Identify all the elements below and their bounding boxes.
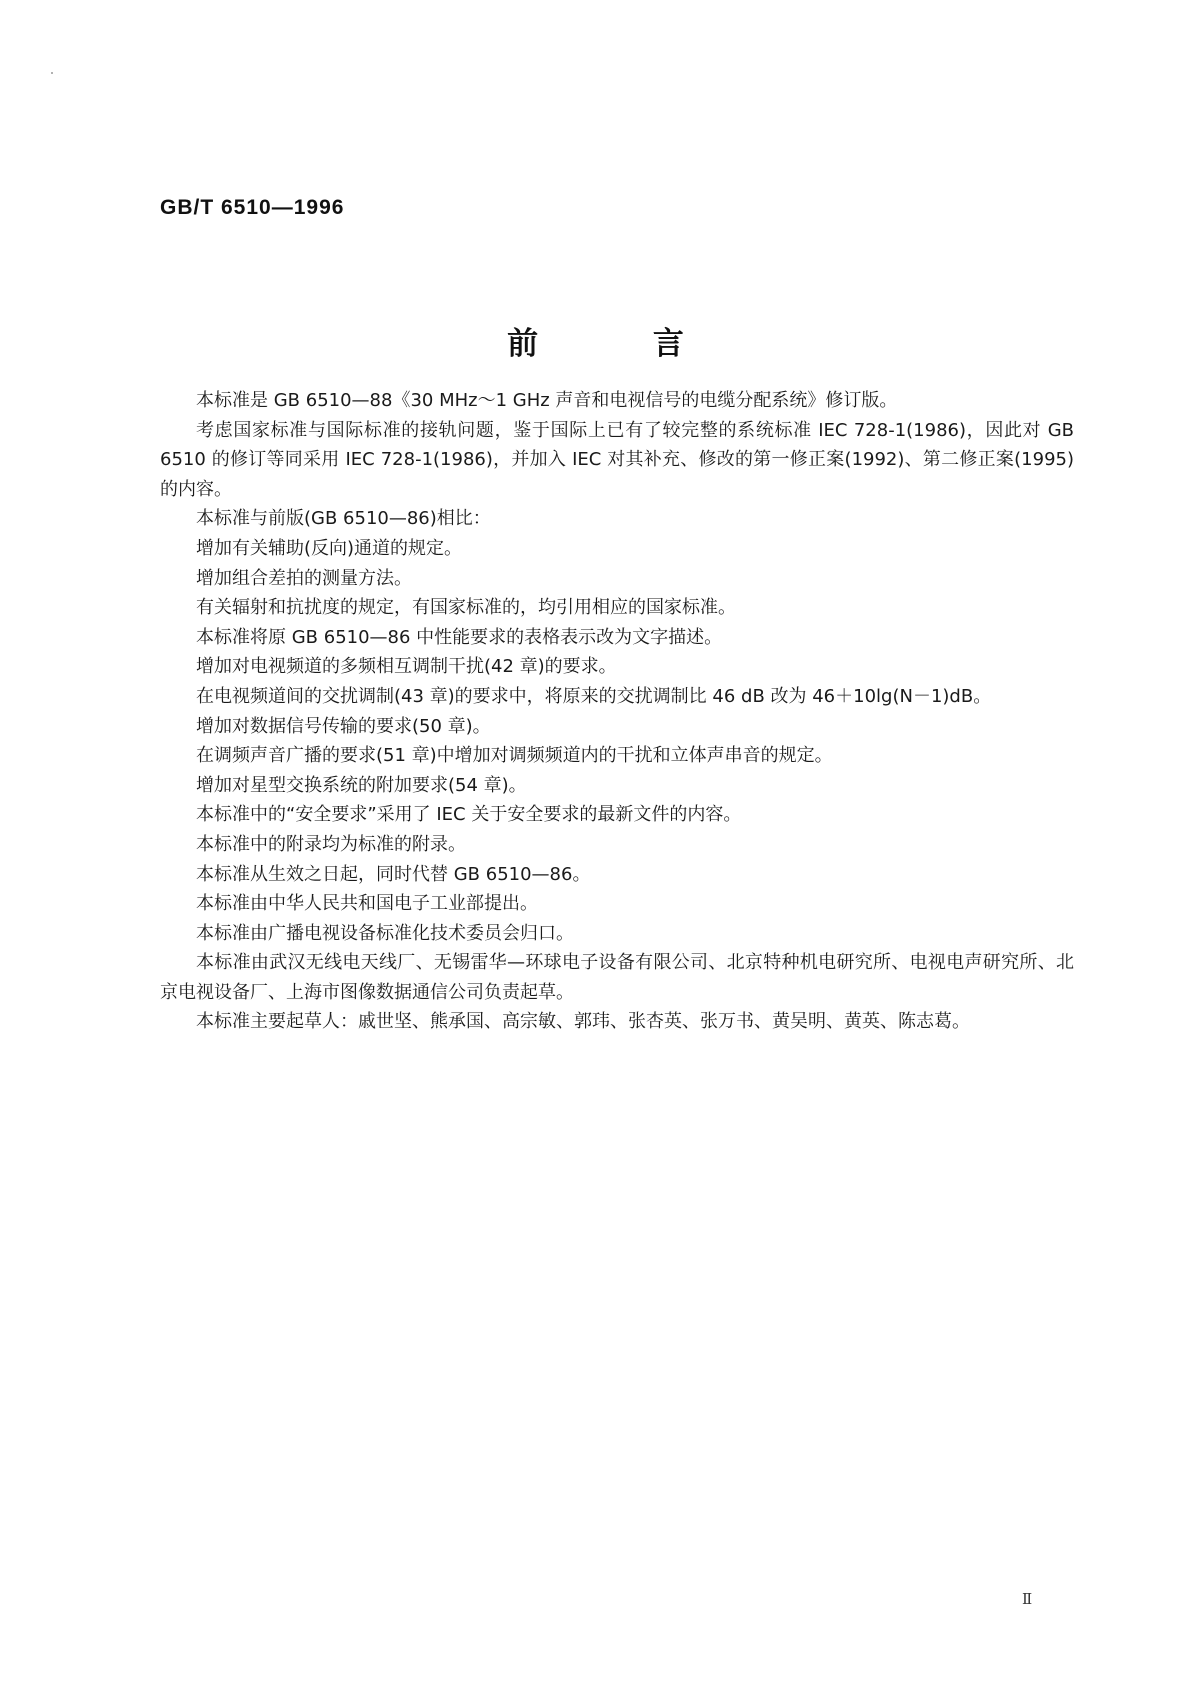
paragraph: 增加有关辅助(反向)通道的规定。 xyxy=(196,537,463,559)
paragraph: 增加对星型交换系统的附加要求(54 章)。 xyxy=(196,774,527,796)
paragraph: 考虑国家标准与国际标准的接轨问题，鉴于国际上已有了较完整的系统标准 IEC 728-1(1986)，因此对 GB 6510 的修订等同采用 IEC 728-1(1986)，并加入 IEC 对其补充、修改的第一修正案(1992)、第二修正案(1995)的内容。 xyxy=(160,419,1074,500)
paragraph: 增加对电视频道的多频相互调制干扰(42 章)的要求。 xyxy=(196,656,617,678)
paragraph: 本标准是 GB 6510—88《30 MHz～1 GHz 声音和电视信号的电缆分配系统》修订版。 xyxy=(196,390,898,411)
paragraph: 本标准由武汉无线电天线厂、无锡雷华—环球电子设备有限公司、北京特种机电研究所、电视电声研究所、北京电视设备厂、上海市图像数据通信公司负责起草。 xyxy=(160,952,1074,1003)
paragraph: 本标准中的附录均为标准的附录。 xyxy=(196,833,466,855)
scan-artifact-dot xyxy=(51,72,53,74)
page-title: 前 言 xyxy=(507,326,736,362)
foreword-body xyxy=(160,386,1074,1037)
paragraph: 增加组合差拍的测量方法。 xyxy=(196,567,412,589)
standard-code: GB/T 6510—1996 xyxy=(160,196,345,219)
paragraph: 本标准由中华人民共和国电子工业部提出。 xyxy=(196,893,538,915)
paragraph: 本标准中的“安全要求”采用了 IEC 关于安全要求的最新文件的内容。 xyxy=(196,804,742,826)
paragraph: 本标准主要起草人：戚世坚、熊承国、高宗敏、郭玮、张杏英、张万书、黄吴明、黄英、陈志葛。 xyxy=(196,1011,970,1033)
paragraph: 本标准从生效之日起，同时代替 GB 6510—86。 xyxy=(196,863,591,885)
paragraph: 本标准由广播电视设备标准化技术委员会归口。 xyxy=(196,922,574,944)
paragraph: 增加对数据信号传输的要求(50 章)。 xyxy=(196,715,491,737)
paragraph: 有关辐射和抗扰度的规定，有国家标准的，均引用相应的国家标准。 xyxy=(196,597,736,619)
page-number: Ⅱ xyxy=(1022,1592,1033,1608)
paragraph: 在调频声音广播的要求(51 章)中增加对调频频道内的干扰和立体声串音的规定。 xyxy=(196,745,833,767)
paragraph: 本标准与前版(GB 6510—86)相比： xyxy=(196,508,491,530)
paragraph: 本标准将原 GB 6510—86 中性能要求的表格表示改为文字描述。 xyxy=(196,626,723,648)
paragraph: 在电视频道间的交扰调制(43 章)的要求中，将原来的交扰调制比 46 dB 改为 46＋10lg(N－1)dB。 xyxy=(196,685,992,707)
